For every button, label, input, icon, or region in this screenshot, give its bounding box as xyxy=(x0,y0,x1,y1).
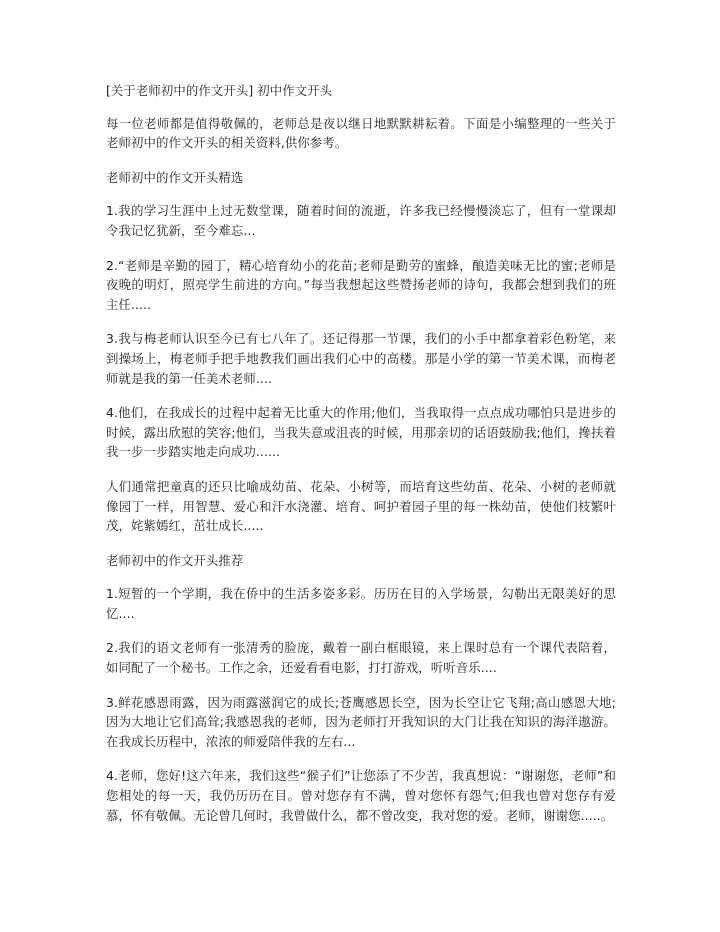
recommended-paragraph-4: 4.老师，您好!这六年来，我们这些“猴子们”让您添了不少苦，我真想说：“谢谢您，老师”和您相处的每一天，我仍历历在目。曾对您存有不满，曾对您怀有怨气;但我也曾对您存有爱慕，怀有敬佩。无论曾几何时，我曾做什么，都不曾改变，我对您的爱。老师，谢谢您.....。 xyxy=(106,768,616,823)
featured-paragraph-2: 2.“老师是辛勤的园丁，精心培育幼小的花苗;老师是勤劳的蜜蜂，酿造美味无比的蜜;老师是夜晚的明灯，照亮学生前进的方向。”每当我想起这些赞扬老师的诗句，我都会想到我们的班主任..... xyxy=(106,257,616,312)
intro-paragraph: 每一位老师都是值得敬佩的，老师总是夜以继日地默默耕耘着。下面是小编整理的一些关于老师初中的作文开头的相关资料,供你参考。 xyxy=(106,115,616,151)
featured-paragraph-1: 1.我的学习生涯中上过无数堂课，随着时间的流逝，许多我已经慢慢淡忘了，但有一堂课却令我记忆犹新，至今难忘... xyxy=(106,203,616,238)
recommended-paragraph-2: 2.我们的语文老师有一张清秀的脸庞，戴着一副白框眼镜，来上课时总有一个课代表陪着，如同配了一个秘书。工作之余，还爱看看电影，打打游戏，听听音乐.... xyxy=(106,640,616,676)
section-heading-recommended: 老师初中的作文开头推荐 xyxy=(106,552,244,568)
featured-paragraph-5: 人们通常把童真的还只比喻成幼苗、花朵、小树等，而培育这些幼苗、花朵、小树的老师就像园丁一样，用智慧、爱心和汗水浇灌、培育、呵护着园子里的每一株幼苗，使他们枝繁叶茂，姹紫嫣红，茁壮成长..... xyxy=(106,478,616,534)
recommended-paragraph-1: 1.短暂的一个学期，我在侨中的生活多姿多彩。历历在目的入学场景，勾勒出无限美好的思忆.... xyxy=(106,586,616,621)
document-body xyxy=(106,81,616,840)
featured-paragraph-4: 4.他们，在我成长的过程中起着无比重大的作用;他们，当我取得一点点成功哪怕只是进步的时候，露出欣慰的笑容;他们，当我失意或沮丧的时候，用那亲切的话语鼓励我;他们，搀扶着我一步一步踏实地走向成功...... xyxy=(106,405,616,460)
featured-paragraph-3: 3.我与梅老师认识至今已有七八年了。还记得那一节课，我们的小手中都拿着彩色粉笔，来到操场上，梅老师手把手地教我们画出我们心中的高楼。那是小学的第一节美术课，而梅老师就是我的第一任美术老师.... xyxy=(106,331,616,386)
document-title: [关于老师初中的作文开头] 初中作文开头 xyxy=(106,83,333,98)
recommended-paragraph-3: 3.鲜花感恩雨露，因为雨露滋润它的成长;苍鹰感恩长空，因为长空让它飞翔;高山感恩大地;因为大地让它们高耸;我感恩我的老师，因为老师打开我知识的大门让我在知识的海洋遨游。在我成长历程中，浓浓的师爱陪伴我的左右... xyxy=(106,694,616,749)
section-heading-featured: 老师初中的作文开头精选 xyxy=(106,169,244,185)
